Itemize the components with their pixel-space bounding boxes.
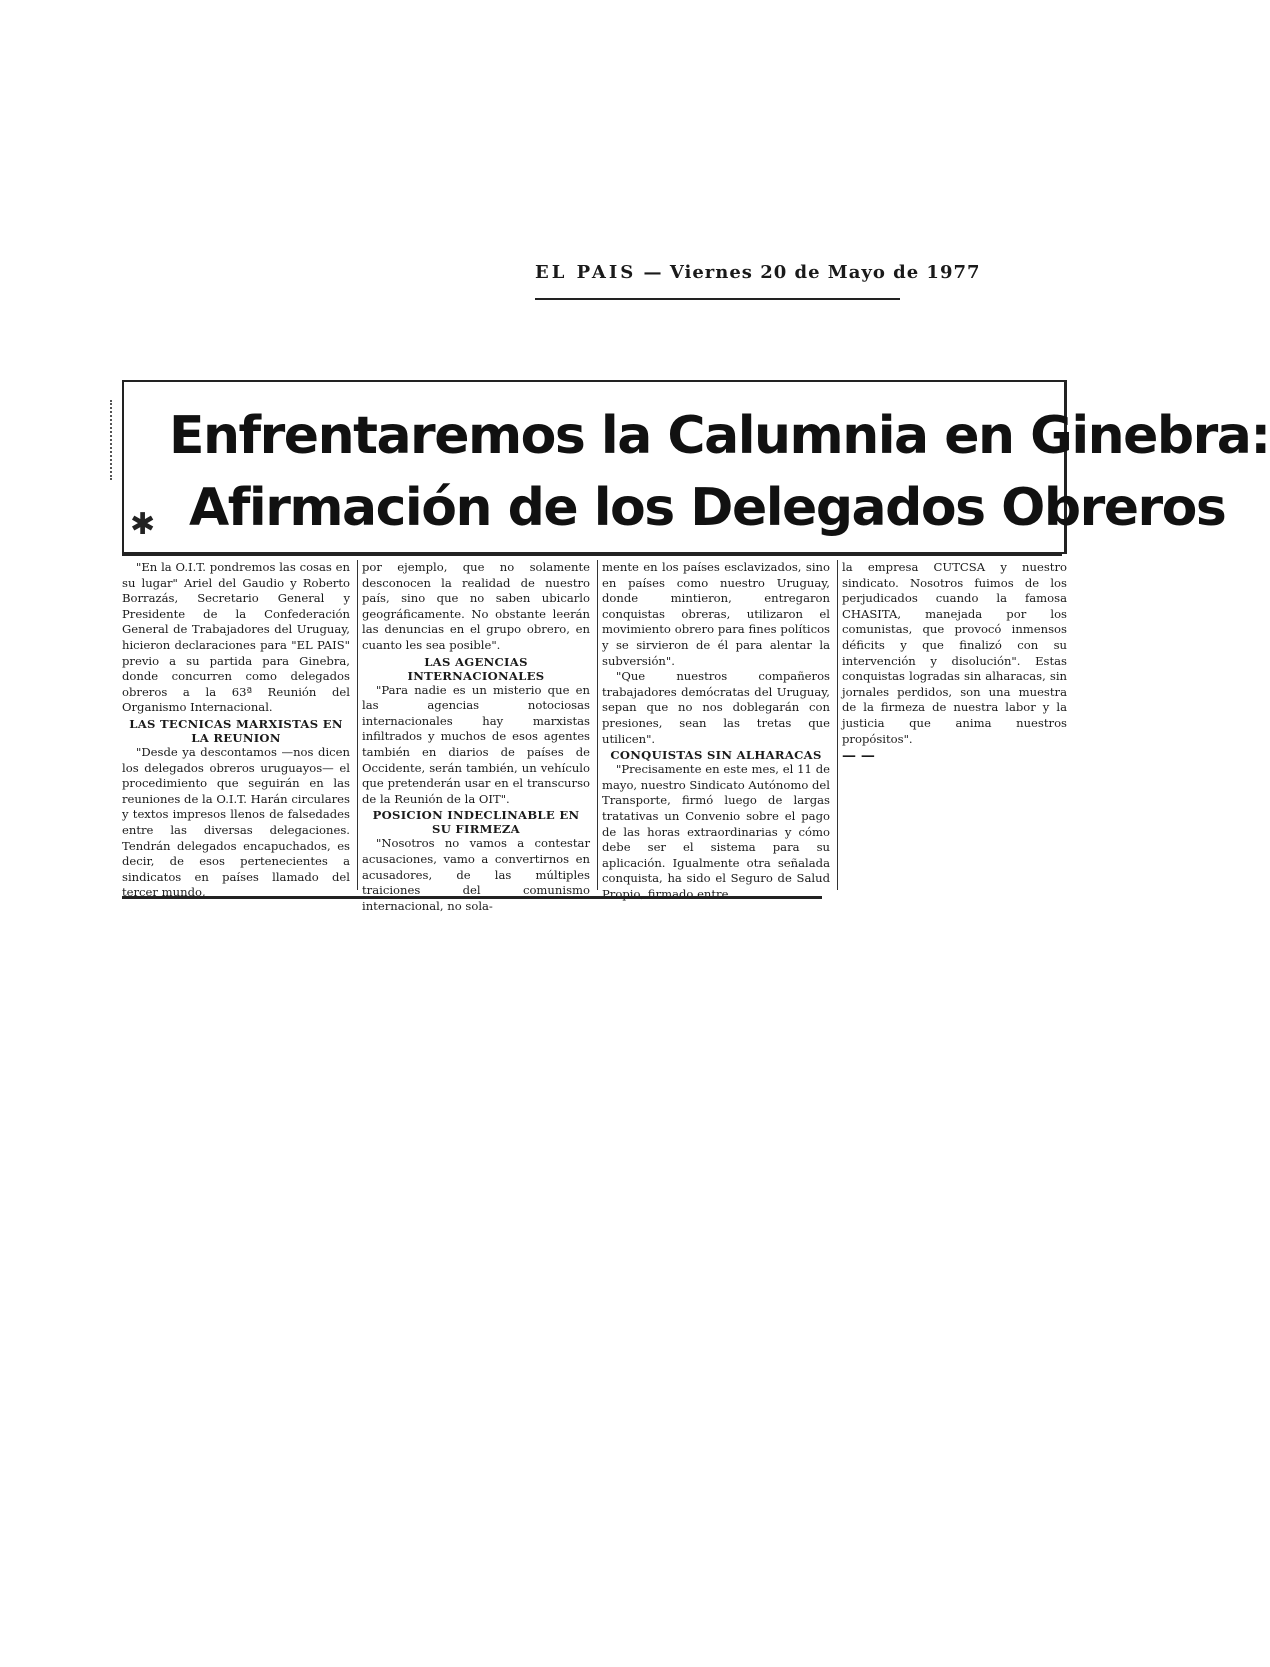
paragraph: por ejemplo, que no solamente desconocen la realidad de nuestro país, sino que no saben ubicarlo geográficamente. No obstante leerán las denuncias en el grupo obrero, en cuanto les sea posible". [362, 560, 590, 652]
article-column-4 [842, 560, 1067, 760]
dateline [535, 262, 981, 302]
paragraph: mente en los países esclavizados, sino en países como nuestro Uruguay, donde mintieron, entregaron conquistas obreras, utilizaron el movimiento obrero para fines políticos y se sirvieron de él para alentar la subversión". [602, 560, 830, 668]
column-divider [357, 560, 358, 890]
dateline-rule [535, 298, 900, 300]
paragraph: "Para nadie es un misterio que en las agencias notociosas internacionales hay marxistas infiltrados y muchos de esos agentes también en diarios de países de Occidente, serán también, un vehículo que pretenderán usar en el transcurso de la Reunión de la OIT". [362, 682, 590, 806]
paragraph: "Nosotros no vamos a contestar acusaciones, vamo a convertirnos en acusadores, de las múltiples traiciones del comunismo internacional, no sola- [362, 836, 590, 913]
headline-line-2: Afirmación de los Delegados Obreros [189, 478, 1226, 538]
headline [169, 400, 1270, 544]
headline-line-1: Enfrentaremos la Calumnia en Ginebra: [169, 406, 1270, 466]
publication-date: Viernes 20 de Mayo de 1977 [669, 262, 981, 283]
subheading: LAS AGENCIAS INTERNACIONALES [407, 654, 545, 683]
column-divider [837, 560, 838, 890]
subheading: CONQUISTAS SIN ALHARACAS [610, 748, 822, 763]
article-end-mark: — — [842, 748, 875, 764]
margin-marks [110, 400, 120, 480]
columns-bottom-rule [122, 896, 822, 899]
paragraph: "Que nuestros compañeros trabajadores demócratas del Uruguay, sepan que no nos doblegarán con presiones, sean las tretas que utilicen". [602, 669, 830, 746]
newspaper-name: EL PAIS [535, 262, 637, 283]
headline-box [122, 380, 1270, 554]
asterisk-mark-icon: ✱ [130, 507, 156, 542]
article-column-3 [602, 560, 830, 901]
columns-top-rule [122, 554, 1062, 556]
subheading: LAS TECNICAS MARXISTAS EN LA REUNION [129, 716, 343, 745]
paragraph: "En la O.I.T. pondremos las cosas en su lugar" Ariel del Gaudio y Roberto Borrazás, Secretario General y Presidente de la Confederación General de Trabajadores del Uruguay, hicieron declaraciones para "EL PAIS" previo a su partida para Ginebra, donde concurren como delegados obreros a la 63ª Reunión del Organismo Internacional. [122, 560, 350, 715]
article-column-2 [362, 560, 590, 913]
paragraph: la empresa CUTCSA y nuestro sindicato. Nosotros fuimos de los perjudicados cuando la famosa CHASITA, manejada por los comunistas, que provocó inmensos déficits y que finalizó con su intervención y disolución". Estas conquistas logradas sin alharacas, sin jornales perdidos, son una muestra de la firmeza de nuestra labor y la justicia que anima nuestros propósitos". [842, 560, 1067, 746]
column-divider [597, 560, 598, 890]
article-column-1 [122, 560, 350, 900]
dateline-separator: — [643, 262, 663, 283]
paragraph: "Desde ya descontamos —nos dicen los delegados obreros uruguayos— el procedimiento que seguirán en las reuniones de la O.I.T. Harán circulares y textos impresos llenos de falsedades entre las diversas delegaciones. Tendrán delegados encapuchados, es decir, de esos pertenecientes a sindicatos en países llamado del tercer mundo, [122, 744, 350, 900]
paragraph: "Precisamente en este mes, el 11 de mayo, nuestro Sindicato Autónomo del Transporte, firmó luego de largas tratativas un Convenio sobre el pago de las horas extraordinarias y cómo debe ser el sistema para su aplicación. Igualmente otra señalada conquista, ha sido el Seguro de Salud Propio, firmado entre [602, 762, 830, 901]
subheading: POSICION INDECLINABLE EN SU FIRMEZA [372, 808, 580, 837]
